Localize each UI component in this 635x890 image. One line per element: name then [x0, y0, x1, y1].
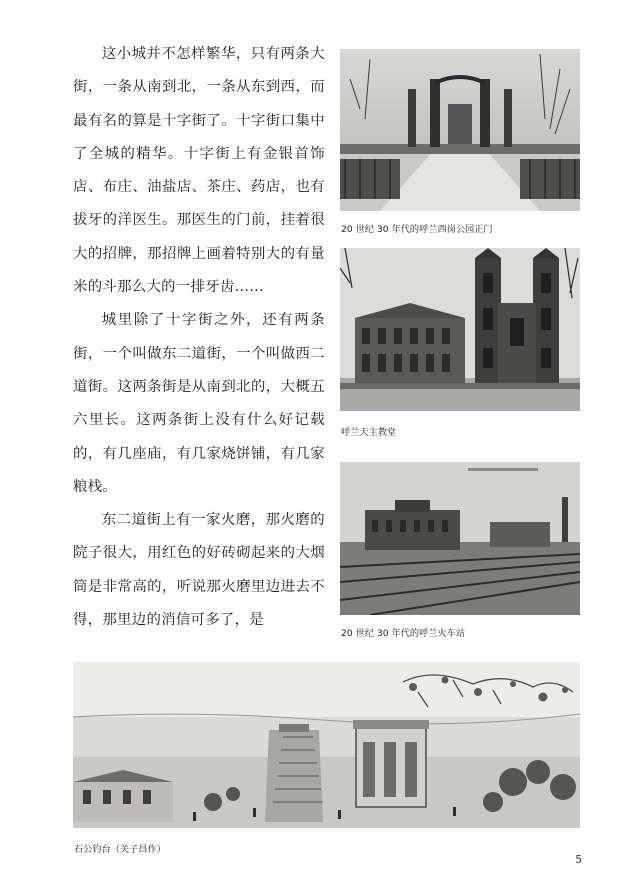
body-text-column: [73, 38, 325, 637]
photo-park-gate: [340, 49, 580, 211]
paragraph-2: 城里除了十字街之外，还有两条街，一个叫做东二道街，一个叫做西二道街。这两条街是从南到北的，大概五六里长。这两条街上没有什么好记载的，有几座庙，有几家烧饼铺，有几家粮栈。: [73, 312, 325, 495]
page-number: 5: [575, 854, 582, 866]
painting-caption: 石公钓台（关子昌作）: [74, 844, 166, 855]
photo-catholic-church: [340, 248, 580, 411]
photo-railway-station: [340, 462, 580, 615]
paragraph-1: 这小城并不怎样繁华，只有两条大街，一条从南到北，一条从东到西，而最有名的算是十字街了。十字街口集中了全城的精华。十字街上有金银首饰店、布庄、油盐店、茶庄、药店，也有拔牙的洋医生。那医生的门前，挂着很大的招牌，那招牌上画着特别大的有量米的斗那么大的一排牙齿……: [73, 46, 325, 296]
photo-caption-church: 呼兰天主教堂: [341, 427, 397, 438]
photo-caption-railway-station: 20 世纪 30 年代的呼兰火车站: [341, 628, 466, 639]
paragraph-3: 东二道街上有一家火磨，那火磨的院子很大，用红色的好砖砌起来的大烟筒是非常高的，听说那火磨里边进去不得，那里边的消信可多了，是: [73, 512, 325, 629]
photo-caption-park-gate: 20 世纪 30 年代的呼兰西岗公园正门: [341, 224, 493, 235]
painting-stone-fishing-platform: [73, 662, 580, 828]
